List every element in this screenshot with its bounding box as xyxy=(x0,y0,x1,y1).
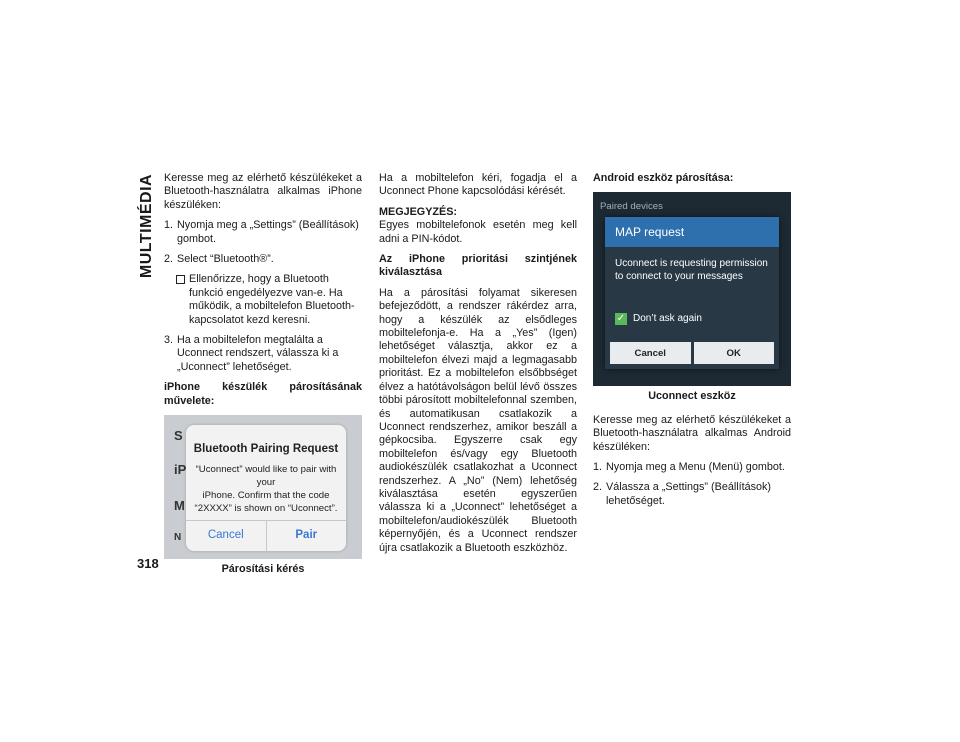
sub-note xyxy=(164,273,362,327)
dialog-message-line: “2XXXX” is shown on “Uconnect”. xyxy=(194,503,338,515)
sub-note-text: Ellenőrizze, hogy a Bluetooth funkció engedélyezve van-e. Ha működik, a mobiltelefon Bluetooth-kapcsolatot kezd keresni. xyxy=(189,273,355,326)
step-text: Nyomja meg a Menu (Menü) gombot. xyxy=(606,461,785,474)
col1-intro: Keresse meg az elérhető készülékeket a Bluetooth-használatra alkalmas iPhone készüléken: xyxy=(164,172,362,211)
section-side-label xyxy=(136,168,158,284)
step-3 xyxy=(164,334,362,374)
dialog-message-line: iPhone. Confirm that the code xyxy=(202,490,330,502)
background-letter: N xyxy=(174,532,182,544)
dialog-message-line: “Uconnect” would like to pair with your xyxy=(195,464,337,489)
column-3 xyxy=(593,172,791,515)
pair-button[interactable]: Pair xyxy=(266,521,347,551)
col2-paragraph-2: Ha a párosítási folyamat sikeresen befejeződött, a rendszer rákérdez arra, hogy a készülék az elsődleges mobiltelefonja-e. Ha a „Yes” (Igen) lehetőséget választja, akkor ez a mobiltelefon élvezi majd a legmagasabb prioritást. Ez a mobiltelefon elsőbbséget élvez a hatótávolságon belül lévő összes többi párosított mobiltelefonnal szemben, és automatikusan csatlakozik a Uconnect rendszerhez, amikor beszáll a gépkocsiba. Egyszerre csak egy mobiltelefon és/vagy egy Bluetooth audiokészülék csatlakozhat a Uconnect rendszerhez. A „No” (Nem) lehetőség kiválasztása esetén egyszerűen válassza ki a „Uconnect” lehetőséget a mobiltelefon/audiokészülék Bluetooth képernyőjén, és a Uconnect rendszer újra csatlakozik a Bluetooth eszközhöz. xyxy=(379,286,577,554)
android-pairing-figure xyxy=(593,192,791,386)
note-title: MEGJEGYZÉS: xyxy=(379,205,457,218)
page-number: 318 xyxy=(137,556,159,571)
iphone-pairing-heading: iPhone készülék párosításának művelete: xyxy=(164,381,362,407)
step-number: 1. xyxy=(593,461,603,474)
background-letter: S xyxy=(174,428,183,444)
column-2 xyxy=(379,172,577,562)
step-1 xyxy=(164,219,362,246)
step-text: Nyomja meg a „Settings” (Beállítások) gombot. xyxy=(177,219,359,245)
step-2 xyxy=(164,253,362,266)
ok-button[interactable]: OK xyxy=(694,342,775,364)
dialog-title: Bluetooth Pairing Request xyxy=(193,443,339,456)
dialog-buttons xyxy=(186,520,346,551)
figure-caption: Párosítási kérés xyxy=(221,563,305,576)
dialog-message: Uconnect is requesting permission to connect to your messages xyxy=(615,258,768,283)
checkbox-square-icon xyxy=(176,275,185,284)
step-number: 3. xyxy=(164,334,174,347)
checkmark-icon[interactable]: ✓ xyxy=(616,313,626,325)
step-number: 2. xyxy=(593,481,603,494)
step-number: 1. xyxy=(164,219,174,232)
android-step-1 xyxy=(593,461,791,474)
step-text: Select “Bluetooth®”. xyxy=(177,253,274,266)
iphone-priority-heading: Az iPhone prioritási szintjének kiválasztása xyxy=(379,253,577,279)
figure-caption: Uconnect eszköz xyxy=(648,390,736,403)
background-letter: iP xyxy=(174,462,187,478)
section-side-label-text: MULTIMÉDIA xyxy=(138,173,155,279)
android-pairing-heading: Android eszköz párosítása: xyxy=(593,172,734,184)
paired-devices-label: Paired devices xyxy=(600,201,663,213)
cancel-button[interactable]: Cancel xyxy=(207,529,244,542)
col3-intro: Keresse meg az elérhető készülékeket a Bluetooth-használatra alkalmas Android készüléken: xyxy=(593,413,791,453)
cancel-button[interactable]: Cancel xyxy=(610,342,691,364)
dialog-buttons xyxy=(610,342,774,364)
step-text: Ha a mobiltelefon megtalálta a Uconnect rendszert, válassza ki a „Uconnect” lehetőséget. xyxy=(177,334,339,373)
dialog-title: MAP request xyxy=(605,217,779,247)
android-step-2 xyxy=(593,481,791,508)
background-letter: M xyxy=(174,498,185,514)
step-text: Válassza a „Settings” (Beállítások) lehetőséget. xyxy=(606,481,772,507)
col2-paragraph-1: Ha a mobiltelefon kéri, fogadja el a Uconnect Phone kapcsolódási kérését. xyxy=(379,172,577,198)
column-1 xyxy=(164,172,362,587)
map-request-dialog xyxy=(605,217,779,369)
bluetooth-pairing-dialog xyxy=(186,425,346,551)
dialog-message xyxy=(192,463,340,515)
step-number: 2. xyxy=(164,253,174,266)
note-text: Egyes mobiltelefonok esetén meg kell adni a PIN-kódot. xyxy=(379,219,577,245)
iphone-pairing-figure xyxy=(164,415,362,559)
dont-ask-again-label: Don’t ask again xyxy=(633,313,702,325)
